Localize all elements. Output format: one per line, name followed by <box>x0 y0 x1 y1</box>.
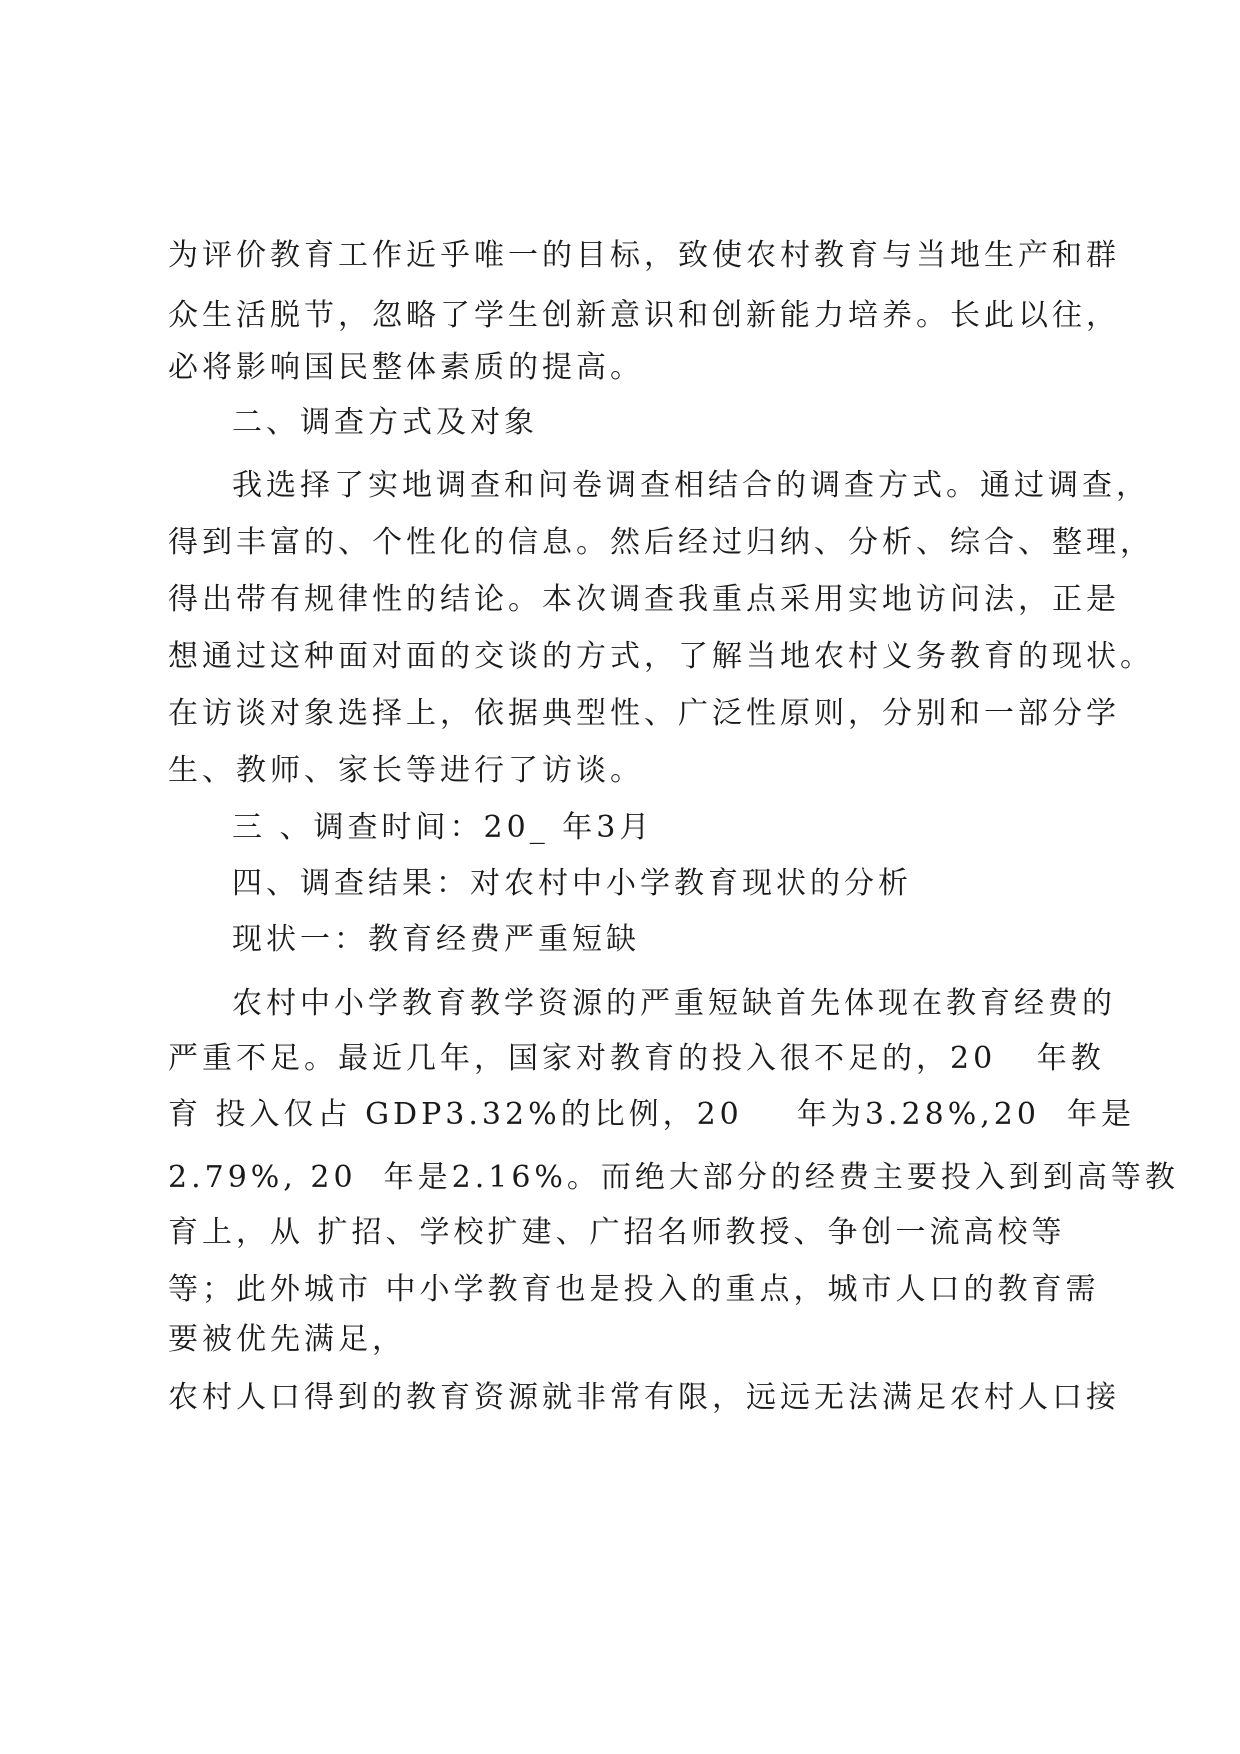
text-line: 严重不足。最近几年，国家对教育的投入很不足的，20 年教 <box>168 1041 1105 1076</box>
text-line: 生、教师、家长等进行了访谈。 <box>168 753 644 788</box>
text-line: 众生活脱节，忽略了学生创新意识和创新能力培养。长此以往， <box>168 298 1120 333</box>
text-line: 要被优先满足， <box>168 1322 406 1357</box>
section-heading: 三 、调查时间：20_ 年3月 <box>232 810 654 845</box>
text-line: 想通过这种面对面的交谈的方式，了解当地农村义务教育的现状。 <box>168 639 1154 674</box>
text-line: 必将影响国民整体素质的提高。 <box>168 350 644 385</box>
section-heading: 二、调查方式及对象 <box>232 405 538 440</box>
text-line: 得出带有规律性的结论。本次调查我重点采用实地访问法，正是 <box>168 582 1120 617</box>
text-line: 在访谈对象选择上，依据典型性、广泛性原则，分别和一部分学 <box>168 696 1120 731</box>
text-line: 农村人口得到的教育资源就非常有限，远远无法满足农村人口接 <box>168 1380 1120 1415</box>
text-line: 为评价教育工作近乎唯一的目标，致使农村教育与当地生产和群 <box>168 238 1120 273</box>
text-line: 2.79%, 20 年是2.16%。而绝大部分的经费主要投入到到高等教 <box>168 1160 1179 1195</box>
text-line: 育上，从 扩招、学校扩建、广招名师教授、争创一流高校等 <box>168 1215 1066 1250</box>
text-line: 得到丰富的、个性化的信息。然后经过归纳、分析、综合、整理， <box>168 525 1154 560</box>
section-heading: 四、调查结果：对农村中小学教育现状的分析 <box>232 866 912 901</box>
text-line: 等；此外城市 中小学教育也是投入的重点，城市人口的教育需 <box>168 1272 1100 1307</box>
text-line: 农村中小学教育教学资源的严重短缺首先体现在教育经费的 <box>232 986 1116 1021</box>
text-line: 育 投入仅占 GDP3.32%的比例，20 年为3.28%,20 年是 <box>168 1097 1135 1132</box>
text-line: 我选择了实地调查和问卷调查相结合的调查方式。通过调查， <box>232 468 1150 503</box>
subsection-heading: 现状一：教育经费严重短缺 <box>232 922 640 957</box>
